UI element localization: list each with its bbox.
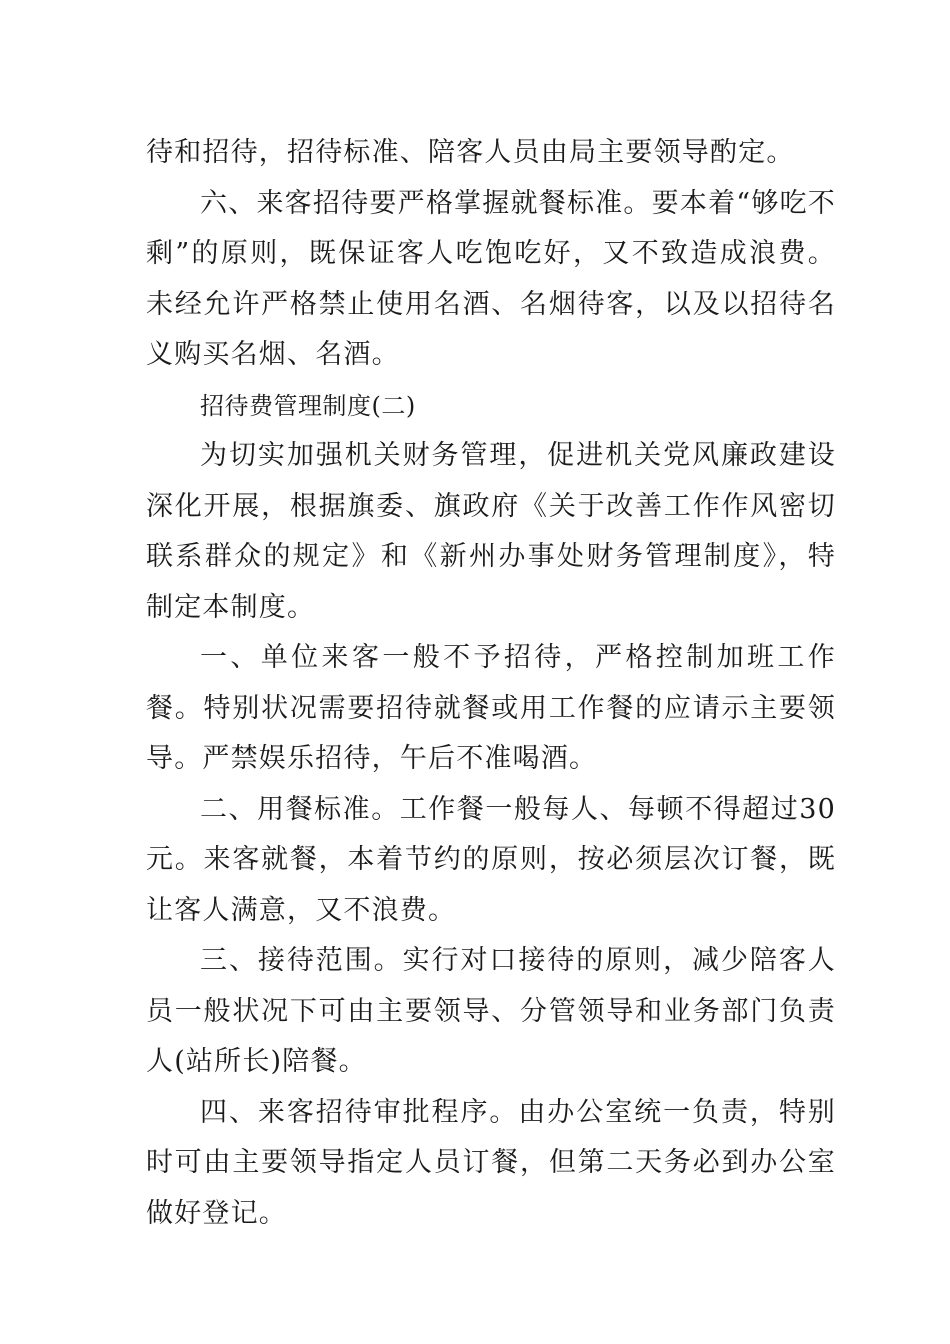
section-heading: 招待费管理制度(二) bbox=[200, 391, 416, 420]
paragraph-intro: 为切实加强机关财务管理，促进机关党风廉政建设深化开展，根据旗委、旗政府《关于改善工作作风密切联系群众的规定》和《新州办事处财务管理制度》，特制定本制度。 bbox=[146, 440, 836, 623]
document-body bbox=[146, 128, 836, 1239]
paragraph-item-four: 四、来客招待审批程序。由办公室统一负责，特别时可由主要领导指定人员订餐，但第二天务必到办公室做好登记。 bbox=[146, 1096, 836, 1229]
paragraph-item-six: 六、来客招待要严格掌握就餐标准。要本着“够吃不剩”的原则，既保证客人吃饱吃好，又不致造成浪费。未经允许严格禁止使用名酒、名烟待客，以及以招待名义购买名烟、名酒。 bbox=[146, 187, 836, 370]
paragraph-item-one: 一、单位来客一般不予招待，严格控制加班工作餐。特别状况需要招待就餐或用工作餐的应请示主要领导。严禁娱乐招待，午后不准喝酒。 bbox=[146, 642, 836, 774]
paragraph-continuation: 待和招待，招待标准、陪客人员由局主要领导酌定。 bbox=[146, 137, 795, 168]
paragraph-item-three: 三、接待范围。实行对口接待的原则，减少陪客人员一般状况下可由主要领导、分管领导和业务部门负责人(站所长)陪餐。 bbox=[146, 945, 836, 1077]
paragraph-item-two: 二、用餐标准。工作餐一般每人、每顿不得超过30元。来客就餐，本着节约的原则，按必须层次订餐，既让客人满意，又不浪费。 bbox=[146, 793, 836, 926]
